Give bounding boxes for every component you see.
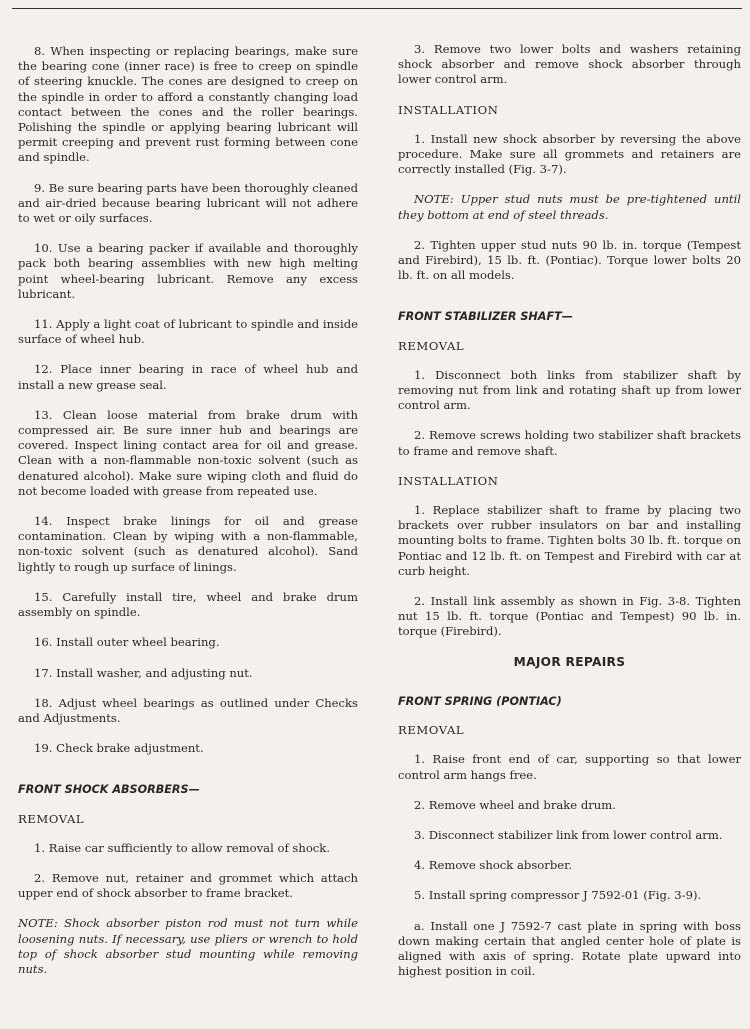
section-heading-front-stabilizer-shaft: FRONT STABILIZER SHAFT— bbox=[398, 310, 573, 324]
section-heading-front-spring: FRONT SPRING (PONTIAC) bbox=[398, 694, 562, 708]
paragraph-spring-step-3: 3. Disconnect stabilizer link from lower control arm. bbox=[414, 827, 723, 842]
paragraph-spring-step-5a: a. Install one J 7592-7 cast plate in spring with boss down making certain that angled center hole of plate is aligned with axis of spring. Rotate plate upward into highest position in coil. bbox=[398, 918, 741, 979]
paragraph-shock-install-2: 2. Tighten upper stud nuts 90 lb. in. torque (Tempest and Firebird), 15 lb. ft. (Pontiac). Torque lower bolts 20 lb. ft. on all models. bbox=[398, 237, 741, 283]
subsection-label-removal-stabilizer: REMOVAL bbox=[398, 338, 465, 353]
paragraph-item-18: 18. Adjust wheel bearings as outlined under Checks and Adjustments. bbox=[18, 695, 358, 725]
paragraph-spring-step-2: 2. Remove wheel and brake drum. bbox=[414, 797, 616, 812]
section-heading-front-shock-absorbers: FRONT SHOCK ABSORBERS— bbox=[18, 783, 200, 797]
subsection-label-installation-stabilizer: INSTALLATION bbox=[398, 473, 499, 488]
paragraph-item-13: 13. Clean loose material from brake drum with compressed air. Be sure inner hub and bearings are covered. Inspect lining contact area for oil and grease. Clean with a non-flammable non-toxic solvent (such as denatured alcohol). Make sure wiping cloth and fluid do not become loaded with grease from repeated use. bbox=[18, 407, 358, 498]
paragraph-item-14: 14. Inspect brake linings for oil and grease contamination. Clean by wiping with a non-flammable, non-toxic solvent (such as denatured alcohol). Sand lightly to rough up surface of linings. bbox=[18, 514, 358, 574]
left-column bbox=[18, 44, 358, 992]
subsection-label-removal-spring: REMOVAL bbox=[398, 723, 465, 738]
paragraph-item-17: 17. Install washer, and adjusting nut. bbox=[34, 665, 253, 680]
paragraph-item-12: 12. Place inner bearing in race of wheel hub and install a new grease seal. bbox=[18, 362, 358, 392]
paragraph-spring-step-4: 4. Remove shock absorber. bbox=[414, 858, 573, 873]
subsection-label-removal: REMOVAL bbox=[18, 811, 85, 826]
paragraph-item-11: 11. Apply a light coat of lubricant to spindle and inside surface of wheel hub. bbox=[18, 317, 358, 347]
paragraph-shock-step-3: 3. Remove two lower bolts and washers retaining shock absorber and remove shock absorber through lower control arm. bbox=[398, 42, 741, 87]
subsection-label-installation: INSTALLATION bbox=[398, 102, 499, 117]
paragraph-shock-step-1: 1. Raise car sufficiently to allow removal of shock. bbox=[34, 840, 331, 855]
paragraph-stabilizer-step-2: 2. Remove screws holding two stabilizer shaft brackets to frame and remove shaft. bbox=[398, 428, 741, 458]
paragraph-shock-step-2: 2. Remove nut, retainer and grommet which attach upper end of shock absorber to frame bracket. bbox=[18, 870, 358, 901]
note-upper-stud-nuts: NOTE: Upper stud nuts must be pre-tightened until they bottom at end of steel threads. bbox=[398, 192, 741, 222]
section-heading-major-repairs: MAJOR REPAIRS bbox=[513, 654, 626, 669]
paragraph-item-19: 19. Check brake adjustment. bbox=[34, 741, 204, 756]
right-column bbox=[398, 42, 741, 994]
paragraph-item-9: 9. Be sure bearing parts have been thoroughly cleaned and air-dried because bearing lubricant will not adhere to wet or oily surfaces. bbox=[18, 180, 358, 226]
paragraph-spring-step-1: 1. Raise front end of car, supporting so that lower control arm hangs free. bbox=[398, 752, 741, 782]
paragraph-spring-step-5: 5. Install spring compressor J 7592-01 (Fig. 3-9). bbox=[414, 888, 702, 903]
paragraph-stabilizer-step-1: 1. Disconnect both links from stabilizer shaft by removing nut from link and rotating shaft up from lower control arm. bbox=[398, 367, 741, 413]
paragraph-stabilizer-install-2: 2. Install link assembly as shown in Fig. 3-8. Tighten nut 15 lb. ft. torque (Pontiac and Tempest) 90 lb. in. torque (Firebird). bbox=[398, 594, 741, 639]
paragraph-item-16: 16. Install outer wheel bearing. bbox=[34, 635, 220, 650]
note-shock-piston-rod: NOTE: Shock absorber piston rod must not turn while loosening nuts. If necessary, use pliers or wrench to hold top of shock absorber stud mounting while removing nuts. bbox=[18, 916, 358, 976]
paragraph-shock-install-1: 1. Install new shock absorber by reversing the above procedure. Make sure all grommets and retainers are correctly installed (Fig. 3-7). bbox=[398, 131, 741, 177]
paragraph-item-8: 8. When inspecting or replacing bearings, make sure the bearing cone (inner race) is free to creep on spindle of steering knuckle. The cones are designed to creep on the spindle in order to afford a constantly changing load contact between the cones and the roller bearings. Polishing the spindle or applying bearing lubricant will permit creeping and prevent rust forming between cone and spindle. bbox=[18, 44, 358, 165]
paragraph-stabilizer-install-1: 1. Replace stabilizer shaft to frame by placing two brackets over rubber insulators on bar and installing mounting bolts to frame. Tighten bolts 30 lb. ft. torque on Pontiac and 12 lb. ft. on Tempest and Firebird with car at curb height. bbox=[398, 503, 741, 578]
paragraph-item-15: 15. Carefully install tire, wheel and brake drum assembly on spindle. bbox=[18, 589, 358, 620]
top-rule bbox=[12, 8, 742, 9]
paragraph-item-10: 10. Use a bearing packer if available and thoroughly pack both bearing assemblies with new high melting point wheel-bearing lubricant. Remove any excess lubricant. bbox=[18, 241, 358, 301]
